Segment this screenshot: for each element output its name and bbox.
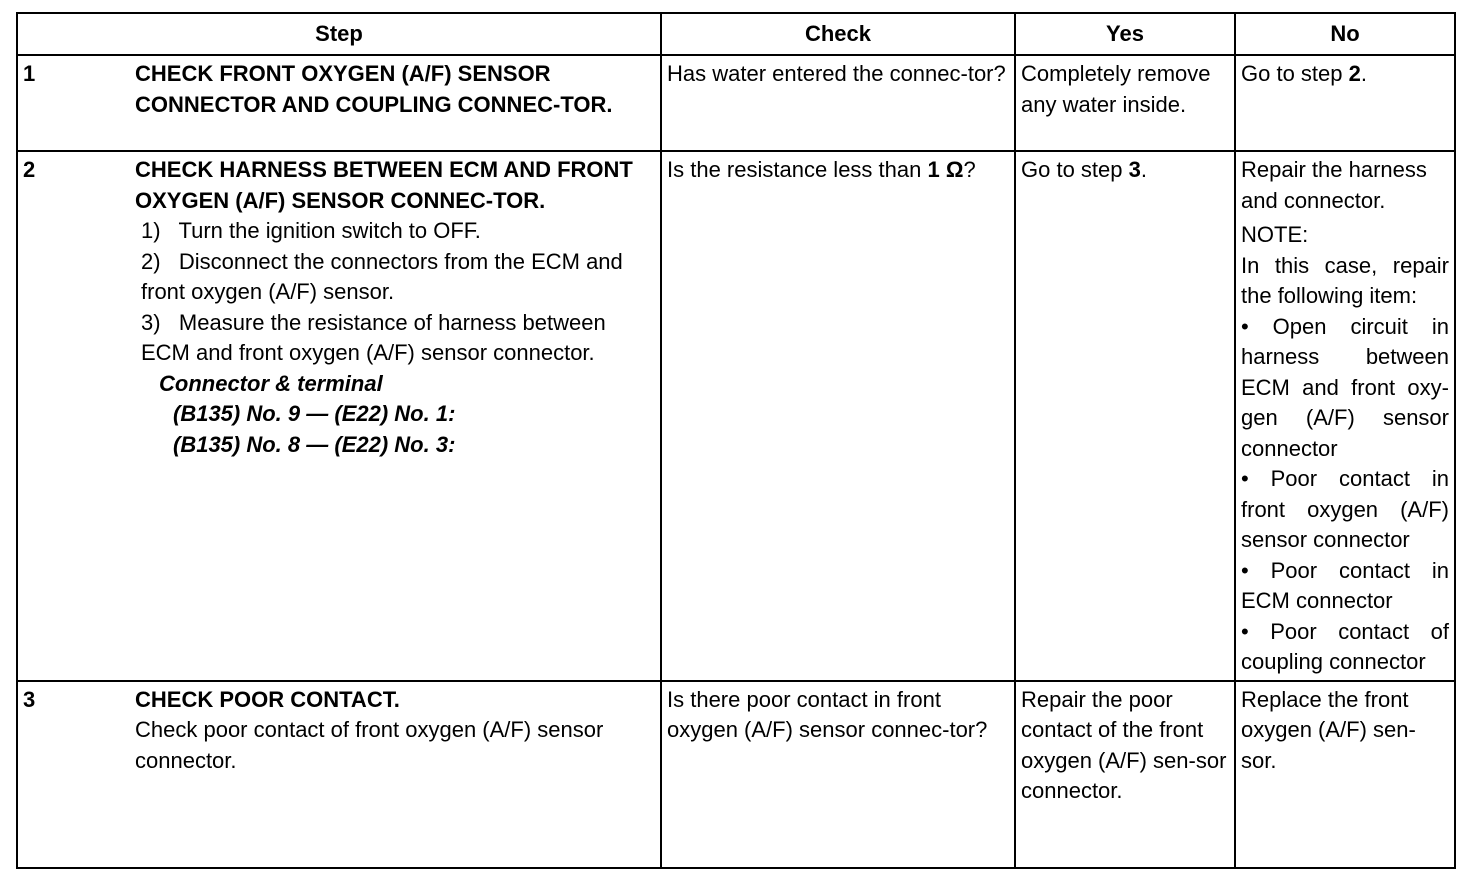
repair-action: Repair the harness and connector.	[1241, 157, 1427, 213]
check-cell	[661, 151, 1015, 681]
step-body: Check poor contact of front oxygen (A/F) sensor connector.	[135, 717, 604, 773]
step-title: CHECK FRONT OXYGEN (A/F) SENSOR CONNECTOR AND COUPLING CONNEC-TOR.	[135, 61, 613, 117]
step-title: CHECK HARNESS BETWEEN ECM AND FRONT OXYGEN (A/F) SENSOR CONNEC-TOR.	[135, 157, 633, 213]
check-cell: Has water entered the connec-tor?	[661, 55, 1015, 151]
diagnostic-table	[16, 12, 1456, 869]
note-item: • Poor contact in front oxygen (A/F) sensor connector	[1241, 466, 1449, 552]
procedure-item: 3) Measure the resistance of harness between ECM and front oxygen (A/F) sensor connector.	[141, 309, 612, 365]
header-check: Check	[661, 13, 1015, 55]
no-text-end: .	[1360, 61, 1367, 86]
yes-cell: Repair the poor contact of the front oxygen (A/F) sen-sor connector.	[1015, 681, 1235, 869]
header-step: Step	[17, 13, 661, 55]
note-label: NOTE:	[1241, 222, 1309, 247]
header-no: No	[1235, 13, 1455, 55]
step-title: CHECK POOR CONTACT.	[135, 686, 400, 712]
check-text-end: ?	[963, 157, 976, 182]
step-number: 3	[23, 686, 36, 712]
table-row	[17, 681, 1455, 869]
step-cell	[17, 681, 661, 869]
procedure-item: 1) Turn the ignition switch to OFF.	[141, 218, 481, 243]
table-row	[17, 151, 1455, 681]
header-row	[17, 13, 1455, 55]
note-item: • Poor contact of coupling connector	[1241, 618, 1449, 674]
terminal-label: Connector & terminal	[159, 370, 383, 396]
yes-cell	[1015, 151, 1235, 681]
no-text: Go to step	[1241, 61, 1349, 86]
no-cell: Replace the front oxygen (A/F) sen-sor.	[1235, 681, 1455, 869]
step-cell	[17, 55, 661, 151]
yes-text: Go to step	[1021, 157, 1129, 182]
note-intro: In this case, repair the following item:	[1241, 252, 1449, 308]
header-yes: Yes	[1015, 13, 1235, 55]
step-number: 1	[23, 61, 36, 86]
resistance-value: 1 Ω	[927, 157, 964, 182]
terminal-pair: (B135) No. 8 — (E22) No. 3:	[173, 431, 456, 457]
procedure-item: 2) Disconnect the connectors from the ECM and front oxygen (A/F) sensor.	[141, 248, 629, 304]
terminal-pair: (B135) No. 9 — (E22) No. 1:	[173, 401, 456, 426]
no-cell	[1235, 151, 1455, 681]
note-item: • Poor contact in ECM connector	[1241, 557, 1449, 613]
step-ref: 2	[1348, 61, 1361, 86]
step-cell	[17, 151, 661, 681]
no-cell	[1235, 55, 1455, 151]
note-item: • Open circuit in harness between ECM and front oxy-gen (A/F) sensor connector	[1241, 313, 1449, 461]
step-ref: 3	[1128, 157, 1141, 182]
step-number: 2	[23, 157, 36, 182]
check-text: Is the resistance less than	[667, 157, 928, 182]
yes-cell: Completely remove any water inside.	[1015, 55, 1235, 151]
table-row	[17, 55, 1455, 151]
yes-text-end: .	[1140, 157, 1147, 182]
check-cell: Is there poor contact in front oxygen (A/F) sensor connec-tor?	[661, 681, 1015, 869]
